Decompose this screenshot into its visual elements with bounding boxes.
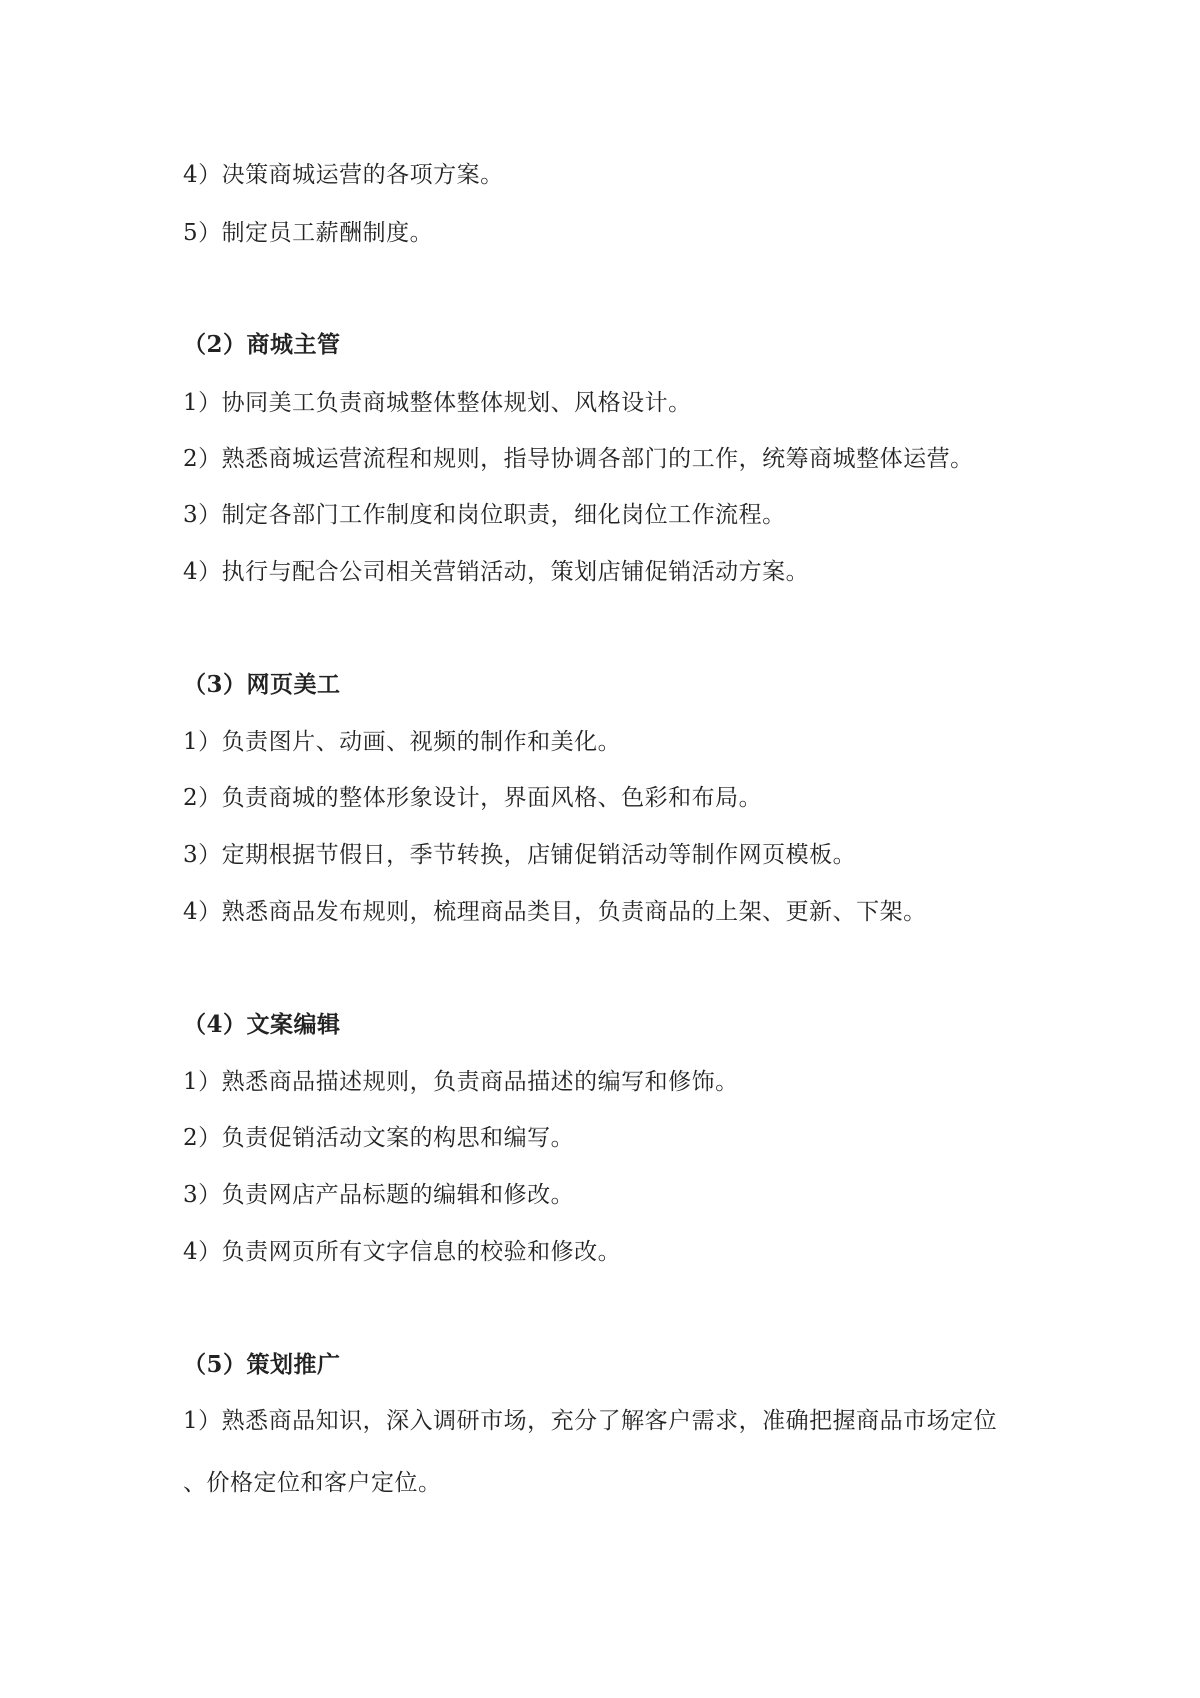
paragraph-line: 4）执行与配合公司相关营销活动，策划店铺促销活动方案。 (183, 559, 810, 585)
paragraph-line: 2）负责商城的整体形象设计，界面风格、色彩和布局。 (183, 785, 763, 811)
paragraph-line: 3）定期根据节假日，季节转换，店铺促销活动等制作网页模板。 (183, 842, 857, 868)
paragraph-line: 4）负责网页所有文字信息的校验和修改。 (183, 1239, 622, 1265)
paragraph-line: 、价格定位和客户定位。 (183, 1470, 442, 1496)
paragraph-line: 3）负责网店产品标题的编辑和修改。 (183, 1182, 575, 1208)
section-heading: （5）策划推广 (183, 1351, 341, 1378)
paragraph-line: 2）负责促销活动文案的构思和编写。 (183, 1125, 575, 1151)
paragraph-line: 4）决策商城运营的各项方案。 (183, 162, 504, 188)
section-heading: （2）商城主管 (183, 331, 341, 358)
paragraph-line: 2）熟悉商城运营流程和规则，指导协调各部门的工作，统筹商城整体运营。 (183, 446, 974, 472)
paragraph-line: 5）制定员工薪酬制度。 (183, 220, 434, 246)
section-heading: （3）网页美工 (183, 671, 341, 698)
paragraph-line: 1）熟悉商品描述规则，负责商品描述的编写和修饰。 (183, 1069, 739, 1095)
paragraph-line: 3）制定各部门工作制度和岗位职责，细化岗位工作流程。 (183, 502, 786, 528)
section-heading: （4）文案编辑 (183, 1011, 341, 1038)
paragraph-line: 1）协同美工负责商城整体整体规划、风格设计。 (183, 390, 692, 416)
paragraph-line: 4）熟悉商品发布规则，梳理商品类目，负责商品的上架、更新、下架。 (183, 899, 927, 925)
paragraph-line: 1）熟悉商品知识，深入调研市场，充分了解客户需求，准确把握商品市场定位 (183, 1408, 998, 1434)
paragraph-line: 1）负责图片、动画、视频的制作和美化。 (183, 729, 622, 755)
